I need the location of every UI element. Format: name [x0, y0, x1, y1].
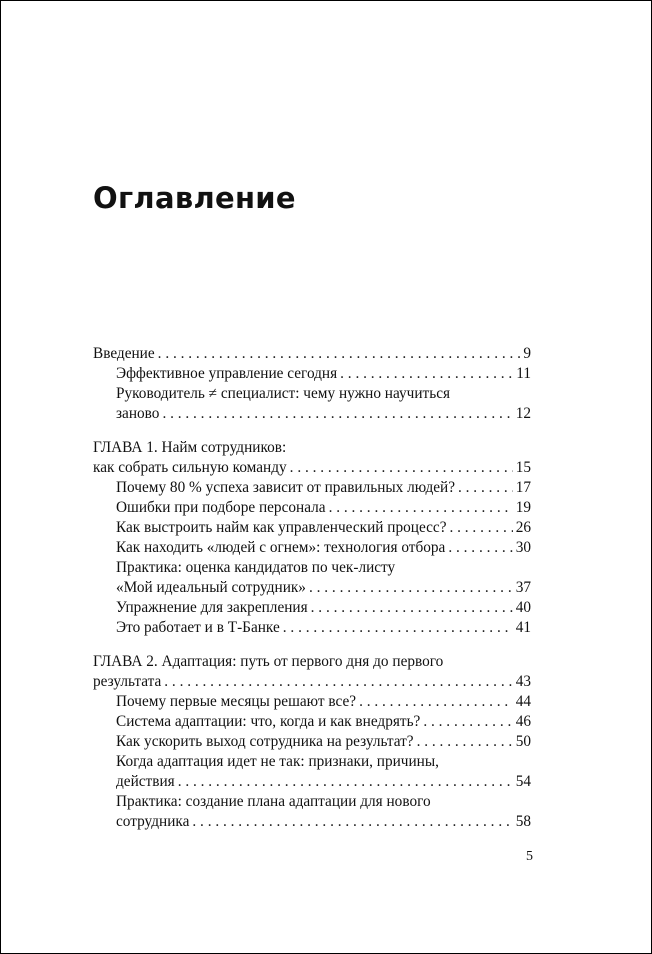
- toc-page-number: 17: [515, 479, 531, 496]
- toc-entry-title: «Мой идеальный сотрудник»: [116, 579, 306, 596]
- dot-leader: [359, 692, 513, 712]
- toc-group-chapter-2: [93, 652, 531, 832]
- dot-leader: [178, 772, 513, 792]
- toc-subentry[interactable]: [93, 518, 531, 538]
- dot-leader: [423, 712, 512, 732]
- toc-entry-title: результата: [93, 673, 162, 690]
- toc-page-number: 58: [515, 813, 531, 830]
- toc-entry-title: Почему первые месяцы решают все?: [116, 693, 357, 710]
- toc-subentry[interactable]: [93, 578, 531, 598]
- dot-leader: [311, 598, 513, 618]
- toc-page-number: 44: [515, 693, 531, 710]
- toc-page-number: 40: [515, 599, 531, 616]
- toc-entry-title: Упражнение для закрепления: [116, 599, 308, 616]
- toc-entry-intro[interactable]: [93, 344, 531, 364]
- toc-chapter-line[interactable]: ГЛАВА 2. Адаптация: путь от первого дня до первого: [93, 653, 444, 670]
- toc-group-intro: [93, 344, 531, 424]
- toc-entry-title: Как выстроить найм как управленческий процесс?: [116, 519, 447, 536]
- toc-page-number: 12: [515, 405, 531, 422]
- toc-subentry[interactable]: [93, 618, 531, 638]
- dot-leader: [458, 478, 513, 498]
- toc-subentry-line[interactable]: Руководитель ≠ специалист: чему нужно научиться: [116, 385, 451, 402]
- dot-leader: [417, 732, 513, 752]
- page-title: Оглавление: [93, 181, 296, 215]
- table-of-contents: [93, 344, 531, 832]
- toc-subentry[interactable]: [93, 692, 531, 712]
- toc-subentry[interactable]: [93, 732, 531, 752]
- toc-page-number: 37: [515, 579, 531, 596]
- dot-leader: [162, 404, 512, 424]
- dot-leader: [192, 812, 512, 832]
- page-number: 5: [526, 849, 533, 864]
- toc-page-number: 54: [515, 773, 531, 790]
- dot-leader: [329, 498, 513, 518]
- toc-entry-title: Ошибки при подборе персонала: [116, 499, 326, 516]
- dot-leader: [164, 672, 512, 692]
- toc-entry-title: как собрать сильную команду: [93, 459, 287, 476]
- dot-leader: [290, 458, 513, 478]
- toc-subentry-line[interactable]: Практика: создание плана адаптации для нового: [116, 793, 431, 810]
- toc-subentry[interactable]: [93, 538, 531, 558]
- toc-subentry[interactable]: [93, 812, 531, 832]
- dot-leader: [309, 578, 513, 598]
- dot-leader: [283, 618, 513, 638]
- toc-entry-title: Система адаптации: что, когда и как внедрять?: [116, 713, 421, 730]
- toc-page-number: 30: [515, 539, 531, 556]
- toc-subentry[interactable]: [93, 364, 531, 384]
- toc-group-chapter-1: [93, 438, 531, 638]
- toc-subentry[interactable]: [93, 772, 531, 792]
- toc-page-number: 50: [515, 733, 531, 750]
- toc-entry-title: Почему 80 % успеха зависит от правильных людей?: [116, 479, 455, 496]
- toc-page-number: 11: [516, 365, 531, 382]
- toc-page-number: 26: [515, 519, 531, 536]
- toc-subentry[interactable]: [93, 712, 531, 732]
- toc-entry-title: Эффективное управление сегодня: [116, 365, 338, 382]
- toc-entry-title: заново: [116, 405, 160, 422]
- toc-subentry[interactable]: [93, 478, 531, 498]
- toc-entry-title: Как находить «людей с огнем»: технология отбора: [116, 539, 446, 556]
- toc-chapter-line[interactable]: ГЛАВА 1. Найм сотрудников:: [93, 439, 287, 456]
- toc-subentry[interactable]: [93, 598, 531, 618]
- toc-entry-title: Как ускорить выход сотрудника на результат?: [116, 733, 414, 750]
- toc-page-number: 41: [515, 619, 531, 636]
- toc-entry-chapter-1[interactable]: [93, 458, 531, 478]
- dot-leader: [158, 344, 521, 364]
- toc-subentry[interactable]: [93, 404, 531, 424]
- toc-page-number: 9: [523, 345, 531, 362]
- toc-entry-title: сотрудника: [116, 813, 190, 830]
- toc-page-number: 46: [515, 713, 531, 730]
- toc-page-number: 19: [515, 499, 531, 516]
- toc-page-number: 43: [515, 673, 531, 690]
- toc-entry-title: Введение: [93, 345, 155, 362]
- dot-leader: [449, 518, 512, 538]
- dot-leader: [340, 364, 513, 384]
- toc-entry-title: действия: [116, 773, 175, 790]
- toc-entry-chapter-2[interactable]: [93, 672, 531, 692]
- toc-entry-title: Это работает и в Т-Банке: [116, 619, 280, 636]
- toc-subentry-line[interactable]: Когда адаптация идет не так: признаки, причины,: [116, 753, 439, 770]
- toc-subentry[interactable]: [93, 498, 531, 518]
- dot-leader: [448, 538, 512, 558]
- toc-subentry-line[interactable]: Практика: оценка кандидатов по чек-листу: [116, 559, 396, 576]
- toc-page-number: 15: [515, 459, 531, 476]
